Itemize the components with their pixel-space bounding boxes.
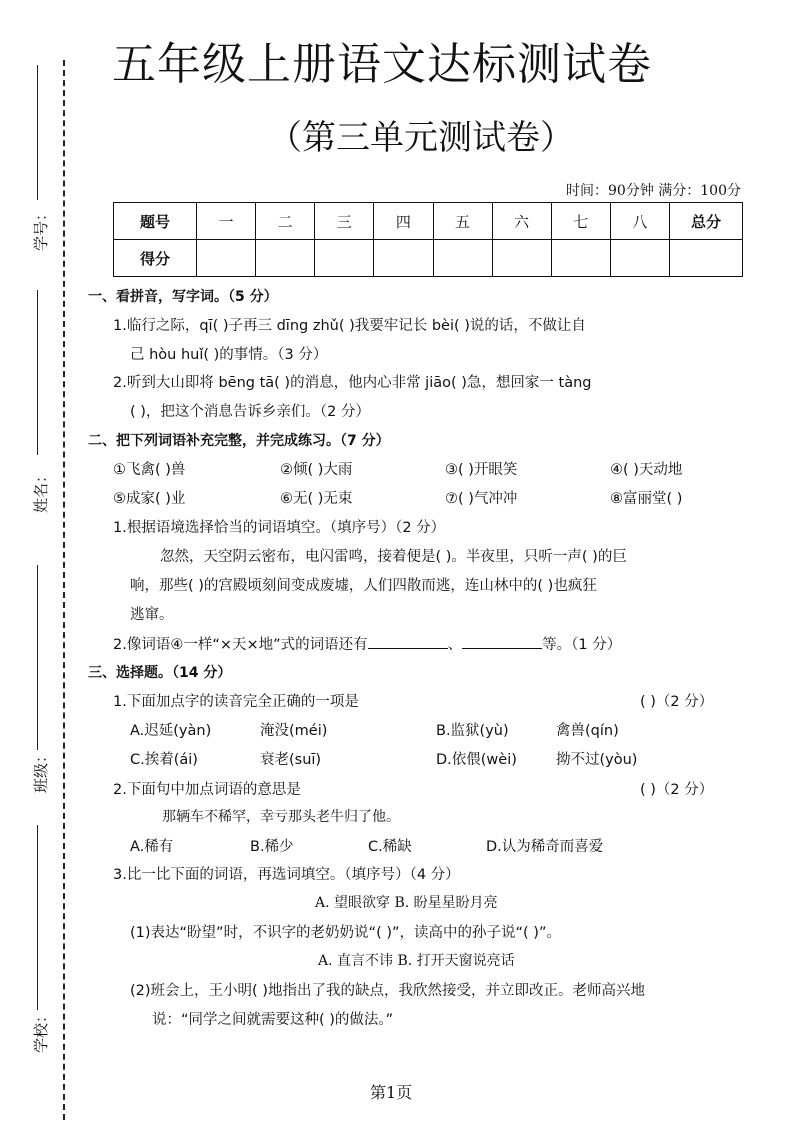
score-input-cell[interactable] xyxy=(551,240,610,277)
score-table xyxy=(113,202,743,277)
score-input-cell[interactable] xyxy=(374,240,433,277)
option-a-1: A.迟延(yàn) xyxy=(130,723,212,739)
s3-q2-opt-a: A.稀有 xyxy=(130,839,174,855)
binding-dashed-line xyxy=(63,60,65,1120)
score-input-cell[interactable] xyxy=(492,240,551,277)
student-id-label: 学号： xyxy=(32,205,51,252)
page-title: 五年级上册语文达标测试卷 xyxy=(112,39,652,90)
table-cell: 六 xyxy=(492,203,551,240)
answer-blank[interactable] xyxy=(368,636,448,649)
table-cell: 五 xyxy=(433,203,492,240)
s1-q2-line1: 2.听到大山即将 bēng tā( )的消息，他内心非常 jiāo( )急，想回家一 tàng xyxy=(113,375,592,391)
page-subtitle: （第三单元测试卷） xyxy=(268,118,574,158)
table-cell: 总分 xyxy=(670,203,743,240)
table-cell: 题号 xyxy=(114,203,197,240)
table-cell: 八 xyxy=(610,203,669,240)
idiom-item: ⑧富丽堂( ) xyxy=(610,491,683,507)
s3-q2: 2.下面句中加点词语的意思是 xyxy=(113,782,301,798)
class-label: 班级： xyxy=(32,747,51,794)
table-cell: 二 xyxy=(256,203,315,240)
s2-q1-line1: 忽然，天空阴云密布，电闪雷鸣，接着便是( )。半夜里，只听一声( )的巨 xyxy=(160,549,627,565)
option-c-1: C.挨着(ái) xyxy=(130,752,198,768)
idiom-item: ⑥无( )无束 xyxy=(280,491,353,507)
name-label: 姓名： xyxy=(32,467,51,514)
score-table-score-row xyxy=(114,240,743,277)
option-d-2: 拗不过(yòu) xyxy=(556,752,638,768)
s3-q3-sub1: (1)表达“盼望”时，不识字的老奶奶说“( )”，读高中的孙子说“( )”。 xyxy=(130,925,561,941)
s2-q1-title: 1.根据语境选择恰当的词语填空。（填序号）（2 分） xyxy=(113,520,446,536)
table-cell: 一 xyxy=(197,203,256,240)
option-b-2: 禽兽(qín) xyxy=(556,723,619,739)
score-input-cell[interactable] xyxy=(433,240,492,277)
s3-q2-score: ( )（2 分） xyxy=(640,782,714,798)
s3-q3-pair2: A. 直言不讳 B. 打开天窗说亮话 xyxy=(318,953,515,969)
option-a-2: 淹没(méi) xyxy=(260,723,328,739)
score-input-cell[interactable] xyxy=(256,240,315,277)
table-cell: 得分 xyxy=(114,240,197,277)
s3-q2-opt-b: B.稀少 xyxy=(250,839,294,855)
score-table-header-row xyxy=(114,203,743,240)
score-input-cell[interactable] xyxy=(315,240,374,277)
s2-q1-line2: 响，那些( )的宫殿顷刻间变成废墟，人们四散而逃，连山林中的( )也疯狂 xyxy=(130,578,597,594)
s2-q2-sep: 、 xyxy=(447,637,463,653)
table-cell: 七 xyxy=(551,203,610,240)
s3-q1: 1.下面加点字的读音完全正确的一项是 xyxy=(113,694,359,710)
option-b-1: B.监狱(yù) xyxy=(436,723,509,739)
idiom-item: ③( )开眼笑 xyxy=(445,462,518,478)
s2-q2-suffix: 等。（1 分） xyxy=(542,637,622,653)
s3-q3-pair1: A. 望眼欲穿 B. 盼星星盼月亮 xyxy=(315,895,498,911)
page-number: 第1页 xyxy=(370,1083,413,1102)
score-input-cell[interactable] xyxy=(197,240,256,277)
idiom-item: ④( )天动地 xyxy=(610,462,683,478)
s1-q2-line2: ( )，把这个消息告诉乡亲们。（2 分） xyxy=(130,404,371,420)
s3-q3: 3.比一比下面的词语，再选词填空。（填序号）（4 分） xyxy=(113,867,460,883)
s2-q2-prefix: 2.像词语④一样“×天×地”式的词语还有 xyxy=(113,637,368,653)
s3-q2-opt-c: C.稀缺 xyxy=(368,839,412,855)
s2-q2 xyxy=(113,633,621,654)
idiom-item: ①飞禽( )兽 xyxy=(113,462,186,478)
s3-q3-sub2-line2: 说：“同学之间就需要这种( )的做法。” xyxy=(152,1012,394,1028)
score-input-cell[interactable] xyxy=(610,240,669,277)
answer-blank[interactable] xyxy=(462,636,542,649)
s1-q1-line2: 己 hòu huǐ( )的事情。（3 分） xyxy=(130,347,328,363)
s1-q1-line1: 1.临行之际，qī( )子再三 dīng zhǔ( )我要牢记长 bèi( )说的话，不做让自 xyxy=(113,318,586,334)
table-cell: 四 xyxy=(374,203,433,240)
s3-q2-sentence: 那辆车不稀罕，幸亏那头老牛归了他。 xyxy=(162,809,400,825)
school-label: 学校： xyxy=(32,1007,51,1054)
class-field-line[interactable] xyxy=(37,565,38,750)
score-input-cell[interactable] xyxy=(670,240,743,277)
s3-q3-sub2-line1: (2)班会上，王小明( )地指出了我的缺点，我欣然接受，并立即改正。老师高兴地 xyxy=(130,983,645,999)
option-c-2: 衰老(suī) xyxy=(260,752,322,768)
s2-q1-line3: 逃窜。 xyxy=(130,607,174,623)
school-field-line[interactable] xyxy=(37,825,38,1010)
name-field-line[interactable] xyxy=(37,290,38,455)
table-cell: 三 xyxy=(315,203,374,240)
idiom-item: ②倾( )大雨 xyxy=(280,462,353,478)
idiom-item: ⑤成家( )业 xyxy=(113,491,186,507)
section-1-title: 一、看拼音，写字词。（5 分） xyxy=(88,289,278,305)
section-3-title: 三、选择题。（14 分） xyxy=(88,665,232,681)
student-id-field-line[interactable] xyxy=(37,65,38,200)
time-score-info: 时间：90分钟 满分：100分 xyxy=(566,183,741,199)
s3-q2-opt-d: D.认为稀奇而喜爱 xyxy=(486,839,604,855)
idiom-item: ⑦( )气冲冲 xyxy=(445,491,518,507)
section-2-title: 二、把下列词语补充完整，并完成练习。（7 分） xyxy=(88,433,390,449)
s3-q1-score: ( )（2 分） xyxy=(640,694,714,710)
option-d-1: D.依偎(wèi) xyxy=(436,752,517,768)
